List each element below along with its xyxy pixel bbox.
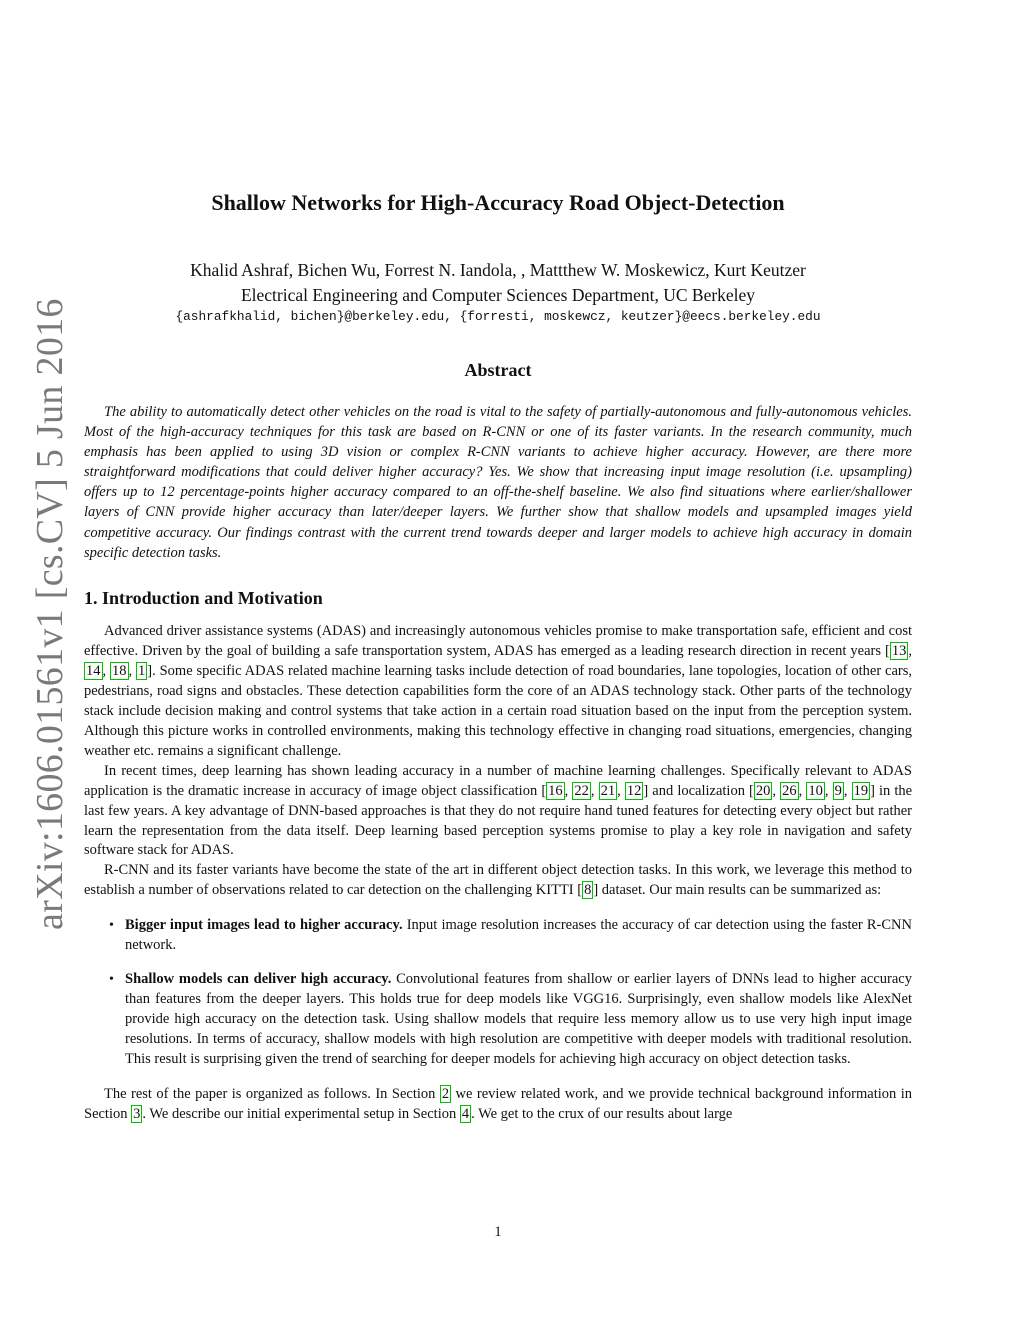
page-number: 1 [494,1224,502,1240]
section-heading: 1. Introduction and Motivation [84,588,323,608]
paper-title: Shallow Networks for High-Accuracy Road Object-Detection [211,190,785,215]
section-link[interactable]: 3 [133,1105,141,1122]
citation-link[interactable]: 21 [600,782,616,799]
citation-link[interactable]: 9 [834,782,842,799]
citation-link[interactable]: 14 [86,662,101,679]
arxiv-identifier: arXiv:1606.01561v1 [cs.CV] 5 Jun 2016 [29,298,71,930]
citation-link[interactable]: 8 [584,882,592,899]
citation-link[interactable]: 16 [548,782,563,799]
citation-link[interactable]: 10 [808,782,823,799]
results-list [84,916,912,1070]
section-link[interactable]: 2 [441,1086,450,1103]
list-item: • Bigger input images lead to higher accuracy. Input image resolution increases the accuracy of car detection using the faster R-CNN network. [109,917,912,954]
citation-link[interactable]: 12 [626,782,642,799]
citation-link[interactable]: 1 [138,662,146,679]
paragraph: Advanced driver assistance systems (ADAS) and increasingly autonomous vehicles promise to make transportation safe, efficient and cost effective. Driven by the goal of building a safe transportation system, ADAS has emerged as a leading research direction in recent years [ 13 , 14 , 18 , 1 ]. Some specific ADAS related machine learning tasks include detection of road boundaries, lane topologies, location of other cars, pedestrians, road signs and obstacles. These detection capabilities form the core of an ADAS technology stack. Other parts of the technology stack include decision making and control systems that take action in a certain road situation based on the input from the perception system. Although this picture works in controlled environments, making this technology effective in changing road situations, emergencies, changing weather etc. remains a significant challenge. [84,623,913,759]
list-item: • Shallow models can deliver high accuracy. Convolutional features from shallow or earlier layers of DNNs lead to higher accuracy than features from the deeper layers. This holds true for deep models like VGG16. Surprisingly, even shallow models like AlexNet provide high accuracy on the detection task. Using shallow models that require less memory allow us to use very high input image resolutions. In terms of accuracy, shallow models with high resolution are competitive with deeper models with traditional resolution. This result is surprising given the trend of searching for deeper models for achieving high accuracy on object detection tasks. [109,971,912,1068]
bullet-icon: • [109,918,114,934]
paragraph: The rest of the paper is organized as follows. In Section 2 we review related work, and we provide technical background information in Section 3 . We describe our initial experimental setup in Section 4 . We get to the crux of our results about large [84,1086,912,1122]
citation-link[interactable]: 22 [574,782,589,799]
affiliation: Electrical Engineering and Computer Sciences Department, UC Berkeley [240,285,756,305]
bullet-icon: • [109,972,114,988]
section-link[interactable]: 4 [461,1105,470,1122]
citation-link[interactable]: 20 [755,782,771,799]
citation-link[interactable]: 19 [853,782,869,799]
author-list: Khalid Ashraf, Bichen Wu, Forrest N. Iandola, , Mattthew W. Moskewicz, Kurt Keutzer [190,260,806,280]
author-emails: {ashrafkhalid, bichen}@berkeley.edu, {forresti, moskewcz, keutzer}@eecs.berkeley.edu [175,309,821,324]
citation-link[interactable]: 18 [112,662,127,679]
paragraph: R-CNN and its faster variants have become the state of the art in different object detection tasks. In this work, we leverage this method to establish a number of observations related to car detection on the challenging KITTI [ 8 ] dataset. Our main results can be summarized as: [84,862,912,899]
paragraph: In recent times, deep learning has shown leading accuracy in a number of machine learning challenges. Specifically relevant to ADAS application is the dramatic increase in accuracy of image object classification [ 16 , 22 , 21 , 12 ] and localization [ 20 , 26 , 10 , 9 , 19 ] in the last few years. A key advantage of DNN-based approaches is that they do not require hand tuned features for detecting every object but rather learn the representation from the data itself. Deep learning based perception systems promise to play a key role in navigation and safety software stack for ADAS. [84,762,913,859]
citation-link[interactable]: 26 [782,782,797,799]
section-body [84,622,912,1125]
author-block [0,258,996,308]
citation-link[interactable]: 13 [891,642,907,659]
abstract-text: The ability to automatically detect other vehicles on the road is vital to the safety of partially-autonomous and fully-autonomous vehicles. Most of the high-accuracy techniques for this task are based on R-CNN or one of its faster variants. In the research community, much emphasis has been applied to using 3D vision or complex R-CNN variants to achieve higher accuracy. However, are there more straightforward modifications that could deliver higher accuracy? Yes. We show that increasing input image resolution (i.e. upsampling) offers up to 12 percentage-points higher accuracy compared to an off-the-shelf baseline. We also find situations where earlier/shallower layers of CNN provide higher accuracy than later/deeper layers. We further show that shallow models and upsampled images yield competitive accuracy. Our findings contrast with the current trend towards deeper and larger models to achieve high accuracy in domain specific detection tasks. [84,404,912,561]
abstract-heading: Abstract [464,360,532,380]
